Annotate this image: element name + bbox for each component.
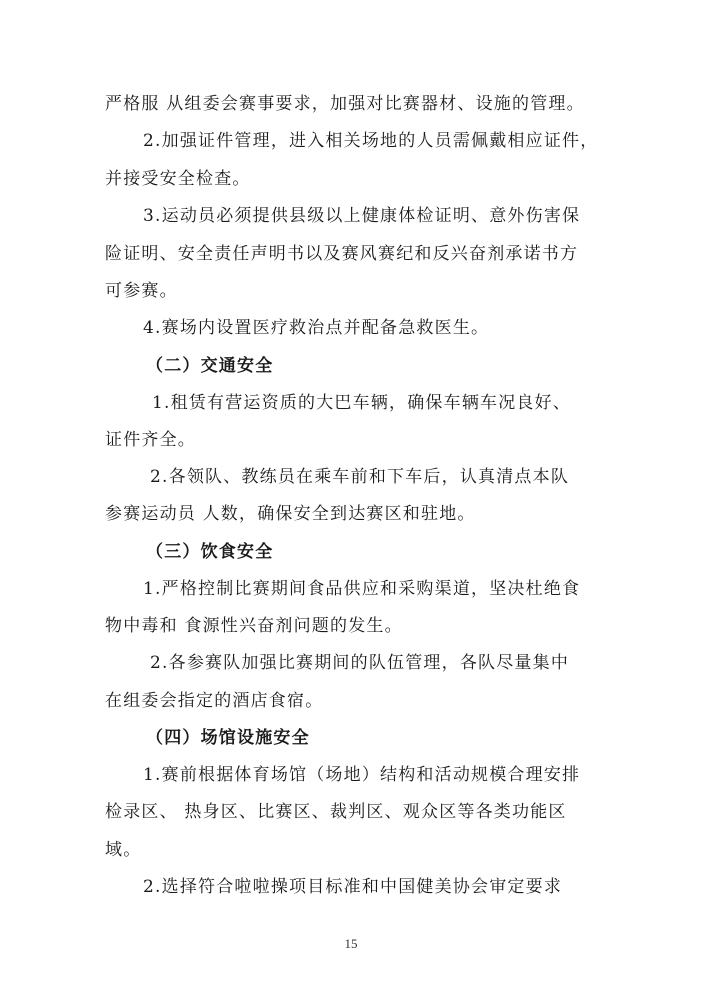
body-text-line: 并接受安全检查。	[105, 169, 251, 189]
body-text-line: 1.赛前根据体育场馆（场地）结构和活动规模合理安排	[143, 765, 581, 785]
body-text-line: 域。	[105, 840, 142, 860]
page-number: 15	[344, 936, 358, 951]
body-text-line: 检录区、 热身区、比赛区、裁判区、观众区等各类功能区	[105, 802, 567, 822]
body-text-line: 证件齐全。	[105, 430, 196, 450]
body-text-line: 物中毒和 食源性兴奋剂问题的发生。	[105, 616, 403, 636]
body-text-line: 1.租赁有营运资质的大巴车辆，确保车辆车况良好、	[152, 393, 572, 413]
body-text-line: 可参赛。	[105, 281, 178, 301]
body-text-line: 1.严格控制比赛期间食品供应和采购渠道，坚决杜绝食	[143, 579, 581, 599]
body-text-line: 4.赛场内设置医疗救治点并配备急救医生。	[143, 318, 490, 338]
section-heading: （二）交通安全	[146, 356, 274, 376]
body-text-line: 2.各参赛队加强比赛期间的队伍管理，各队尽量集中	[150, 653, 570, 673]
body-text-line: 3.运动员必须提供县级以上健康体检证明、意外伤害保	[143, 206, 581, 226]
body-text-line: 2.选择符合啦啦操项目标准和中国健美协会审定要求	[143, 877, 563, 897]
body-text-line: 险证明、安全责任声明书以及赛风赛纪和反兴奋剂承诺书方	[105, 244, 579, 264]
body-text-line: 在组委会指定的酒店食宿。	[105, 691, 324, 711]
body-text-line: 2.加强证件管理，进入相关场地的人员需佩戴相应证件，	[143, 131, 599, 151]
body-text-line: 2.各领队、教练员在乘车前和下车后，认真清点本队	[150, 467, 570, 487]
section-heading: （三）饮食安全	[146, 542, 274, 562]
body-text-line: 参赛运动员 人数，确保安全到达赛区和驻地。	[105, 504, 476, 524]
section-heading: （四）场馆设施安全	[146, 728, 310, 748]
body-text-line: 严格服 从组委会赛事要求，加强对比赛器材、设施的管理。	[105, 94, 585, 114]
